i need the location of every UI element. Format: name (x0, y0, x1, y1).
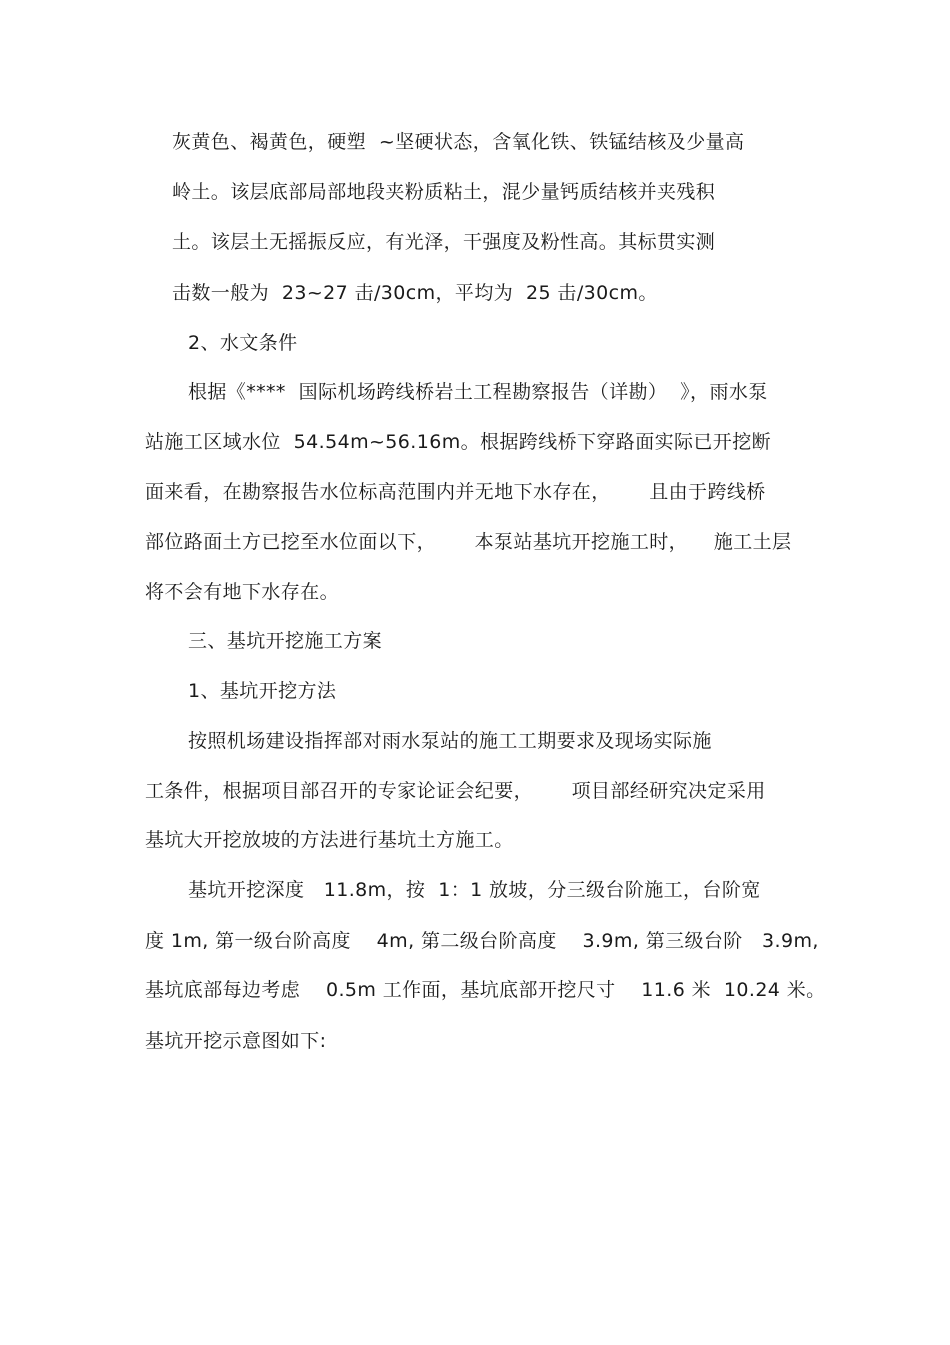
text-line: 面来看，在勘察报告水位标高范围内并无地下水存在， 且由于跨线桥 (145, 481, 766, 503)
text-line: 度 1m, 第一级台阶高度 4m, 第二级台阶高度 3.9m, 第三级台阶 3.9m, (145, 930, 819, 952)
text-line: 根据《**** 国际机场跨线桥岩土工程勘察报告（详勘） 》，雨水泵 (188, 381, 768, 403)
text-line: 基坑开挖示意图如下: (145, 1030, 327, 1052)
text-line: 岭土。该层底部局部地段夹粉质粘土，混少量钙质结核并夹残积 (172, 181, 716, 203)
text-line: 击数一般为 23~27 击/30cm，平均为 25 击/30cm。 (172, 282, 658, 304)
text-line: 基坑底部每边考虑 0.5m 工作面，基坑底部开挖尺寸 11.6 米 10.24 米。 (145, 979, 826, 1001)
section-heading: 2、水文条件 (188, 332, 298, 354)
subsection-heading: 1、基坑开挖方法 (188, 680, 337, 702)
text-line: 土。该层土无摇振反应，有光泽，干强度及粉性高。其标贯实测 (172, 231, 716, 253)
text-line: 工条件，根据项目部召开的专家论证会纪要， 项目部经研究决定采用 (145, 780, 766, 802)
section-heading: 三、基坑开挖施工方案 (188, 630, 383, 652)
text-line: 灰黄色、褐黄色，硬塑 ~坚硬状态，含氧化铁、铁锰结核及少量高 (172, 131, 745, 153)
text-line: 基坑开挖深度 11.8m，按 1：1 放坡，分三级台阶施工，台阶宽 (188, 879, 761, 901)
text-line: 按照机场建设指挥部对雨水泵站的施工工期要求及现场实际施 (188, 730, 712, 752)
text-line: 部位路面土方已挖至水位面以下， 本泵站基坑开挖施工时， 施工土层 (145, 531, 792, 553)
text-line: 将不会有地下水存在。 (145, 581, 340, 603)
text-line: 基坑大开挖放坡的方法进行基坑土方施工。 (145, 829, 514, 851)
text-line: 站施工区域水位 54.54m~56.16m。根据跨线桥下穿路面实际已开挖断 (145, 431, 772, 453)
